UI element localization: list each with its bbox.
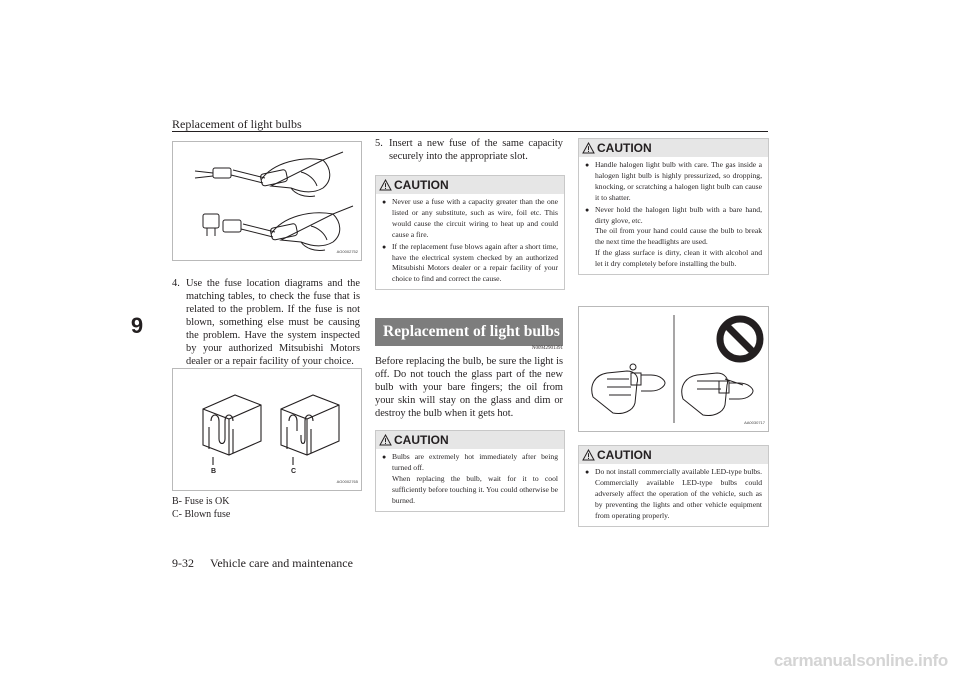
step-5 [375, 137, 563, 165]
caution-box-fuse [375, 175, 565, 290]
warning-triangle-icon [379, 178, 392, 196]
caution-header [376, 431, 564, 449]
caution-note: When replacing the bulb, wait for it to cool sufficiently before touching it. You could otherwise be burned. [392, 473, 558, 505]
intro-paragraph: Before replacing the bulb, be sure the light is off. Do not touch the glass part of the new bulb with your bare fingers; the oil from your skin will stay on the glass and dim or destroy the bulb when it gets hot. [375, 356, 563, 419]
caution-bullet: ● Never use a fuse with a capacity greater than the one listed or any substitute, such as wire, foil etc. This would cause the circuit wiring to heat up and could cause a fire. [382, 197, 558, 241]
page-header-title: Replacement of light bulbs [172, 117, 302, 131]
warning-triangle-icon [582, 448, 595, 466]
caution-title: CAUTION [394, 433, 449, 447]
step-text: Use the fuse location diagrams and the matching tables, to check the fuse that is related to the problem. If the fuse is not blown, something else must be causing the problem. Have the system inspected by your authorized Mitsubishi Motors dealer or a repair facility of your choice. [186, 278, 360, 367]
warning-triangle-icon [582, 141, 595, 159]
caution-bullet: ● Handle halogen light bulb with care. The gas inside a halogen light bulb is highly pressurized, so dropping, knocking, or scratching a halogen light bulb can cause it to shatter. [585, 160, 762, 204]
caution-title: CAUTION [394, 178, 449, 192]
chapter-tab: 9 [130, 313, 144, 338]
watermark: carmanualsonline.info [773, 651, 948, 670]
caution-header [579, 446, 768, 464]
step-4 [172, 277, 360, 367]
caution-header [376, 176, 564, 194]
caution-note: If the glass surface is dirty, clean it with alcohol and let it dry completely before installing the bulb. [595, 248, 762, 269]
caution-bullet: ● Do not install commercially available LED-type bulbs. Commercially available LED-type bulbs could adversely affect the operation of the vehicle, such as by preventing the lights and other vehicle equipment from operating properly. [585, 467, 762, 522]
caution-title: CAUTION [597, 448, 652, 462]
caution-box-hot-bulb [375, 430, 565, 512]
figure-code: AG0002765 [336, 479, 358, 484]
header-rule [172, 131, 768, 132]
no-entry-icon [716, 315, 764, 368]
caution-bullet: ● Bulbs are extremely hot immediately after being turned off. [382, 452, 558, 474]
page-footer [172, 556, 353, 571]
fuse-puller-illustration [173, 142, 361, 260]
figure-code: AA0030717 [744, 420, 765, 425]
caution-bullet: ● If the replacement fuse blows again after a short time, have the electrical system checked by an authorized Mitsubishi Motors dealer or a repair facility of your choice to find and correct the cause. [382, 242, 558, 286]
fuse-types-figure [172, 368, 362, 491]
figure-legend [172, 496, 360, 521]
caution-bullet: ● Never hold the halogen light bulb with a bare hand, dirty glove, etc. [585, 205, 762, 227]
fuse-label-b: B [211, 468, 217, 475]
warning-triangle-icon [379, 433, 392, 451]
legend-item-b: B- Fuse is OK [172, 496, 230, 507]
caution-title: CAUTION [597, 141, 652, 155]
caution-box-halogen [578, 138, 769, 275]
page-number: 9-32 [172, 556, 194, 570]
caution-note: The oil from your hand could cause the bulb to break the next time the headlights are used. [595, 226, 762, 247]
caution-header [579, 139, 768, 157]
figure-code: AG0002752 [336, 249, 358, 254]
caution-box-led [578, 445, 769, 527]
fuse-puller-figure [172, 141, 362, 261]
halogen-bulb-figure [578, 306, 769, 432]
legend-item-c: C- Blown fuse [172, 508, 231, 520]
fuse-label-c: C [291, 468, 297, 475]
step-number: 5. [375, 138, 383, 149]
fuse-comparison-illustration [173, 369, 361, 490]
section-code: N00942901391 [531, 346, 563, 351]
section-title: Replacement of light bulbs [375, 318, 563, 346]
step-text: Insert a new fuse of the same capacity securely into the appropriate slot. [389, 138, 563, 162]
step-number: 4. [172, 278, 180, 289]
footer-section: Vehicle care and maintenance [210, 556, 353, 570]
